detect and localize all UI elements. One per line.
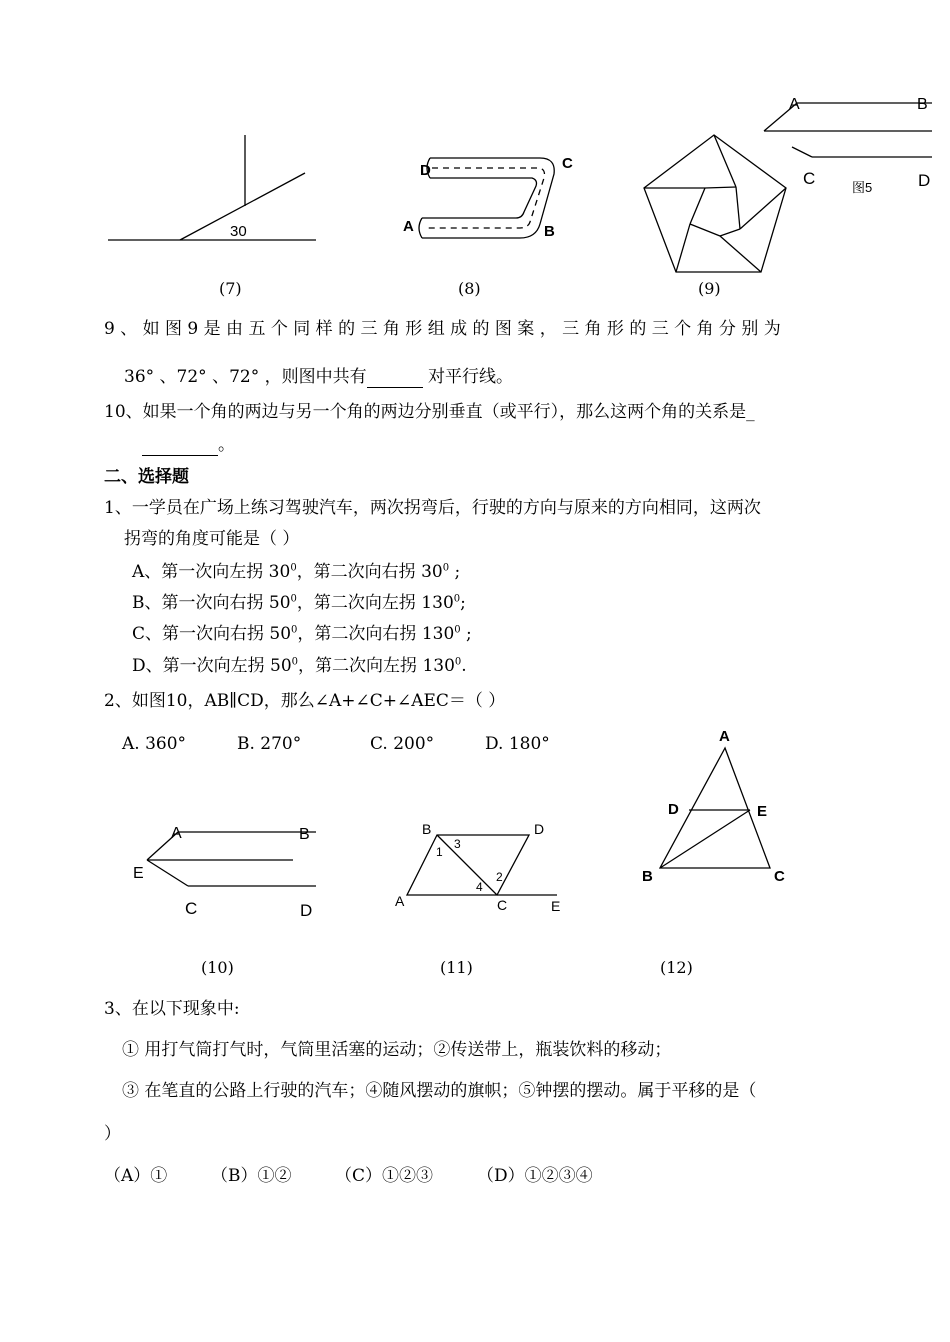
fig10-label-a: A <box>171 825 182 842</box>
fig10-label-e: E <box>133 865 144 882</box>
fig11-angle-2: 2 <box>496 870 503 884</box>
fig5-label-d: D <box>918 171 931 190</box>
fig10-caption: (10) <box>201 958 234 977</box>
q2-option-c[interactable]: C. 200° <box>370 734 435 754</box>
q3-line2: ③ 在笔直的公路上行驶的汽车；④随风摆动的旗帜；⑤钟摆的摆动。属于平移的是（ <box>122 1081 757 1101</box>
q2-option-d[interactable]: D. 180° <box>485 734 550 754</box>
q1-option-c[interactable]: C、第一次向右拐 $50^0$，第二次向右拐 $130^0$ ; <box>132 624 472 644</box>
fig11-label-b: B <box>422 821 432 837</box>
fig9-caption: (9) <box>698 279 721 298</box>
q1-line2: 拐弯的角度可能是（ ） <box>124 529 300 549</box>
q9-line2-before: 36° 、72° 、72° ，则图中共有 <box>124 367 367 387</box>
fig7-caption: (7) <box>219 279 242 298</box>
fig11-label-d: D <box>534 821 545 837</box>
fig11-angle-3: 3 <box>454 837 461 851</box>
fig8-label-a: A <box>403 218 414 235</box>
fig12-line-be <box>660 810 750 868</box>
q9-line1: 9 、 如 图 9 是 由 五 个 同 样 的 三 角 形 组 成 的 图 案 ， 三 角 形 的 三 个 角 分 别 为 <box>104 319 781 339</box>
fig8-label-b: B <box>544 223 555 240</box>
q3-option-c[interactable]: （C）①②③ <box>335 1166 434 1186</box>
q1-option-a[interactable]: A、第一次向左拐 $30^0$，第二次向右拐 $30^0$ ; <box>132 562 461 582</box>
fig8-caption: (8) <box>458 279 481 298</box>
q10-line1: 10、如果一个角的两边与另一个角的两边分别垂直（或平行），那么这两个角的关系是_ <box>104 402 755 422</box>
q2-option-b[interactable]: B. 270° <box>237 734 302 754</box>
q3-option-a[interactable]: （A）① <box>104 1166 168 1186</box>
fig12-label-d: D <box>668 801 679 818</box>
fig12-label-c: C <box>774 868 785 885</box>
fig5-label-a: A <box>789 96 800 113</box>
fig10-label-d: D <box>300 901 313 920</box>
fig5-label-b: B <box>917 96 928 113</box>
fig12-caption: (12) <box>660 958 693 977</box>
q1-line1: 1、一学员在广场上练习驾驶汽车，两次拐弯后，行驶的方向与原来的方向相同，这两次 <box>104 498 761 518</box>
section2-title: 二、选择题 <box>104 467 189 487</box>
q3-option-d[interactable]: （D）①②③④ <box>477 1166 593 1186</box>
q2-option-a[interactable]: A. 360° <box>122 734 187 754</box>
q1-option-d[interactable]: D、第一次向左拐 $50^0$，第二次向左拐 $130^0$. <box>132 656 467 676</box>
fig7-angle-label: 30 <box>230 223 247 240</box>
q3-option-b[interactable]: （B）①② <box>211 1166 292 1186</box>
fig8-label-c: C <box>562 155 573 172</box>
fig5-label-c: C <box>803 169 816 188</box>
q1-option-b[interactable]: B、第一次向右拐 $50^0$，第二次向左拐 $130^0$; <box>132 593 466 613</box>
fig12-label-e: E <box>757 803 768 820</box>
fig11-angle-4: 4 <box>476 880 483 894</box>
fig11-label-c: C <box>497 897 508 913</box>
fig12-label-a: A <box>719 728 730 745</box>
q3-line3: ） <box>104 1124 121 1144</box>
q3-stem: 3、在以下现象中: <box>104 999 240 1019</box>
fig12-label-b: B <box>642 868 653 885</box>
fig11-label-a: A <box>395 893 405 909</box>
q9-line2-after: 对平行线。 <box>422 367 514 387</box>
fig11-caption: (11) <box>440 958 473 977</box>
q10-line2-after: 。 <box>218 435 235 455</box>
q3-line1: ① 用打气筒打气时，气筒里活塞的运动；②传送带上，瓶装饮料的移动； <box>122 1040 672 1060</box>
q2-stem: 2、如图10，AB∥CD，那么∠A+∠C+∠AEC＝（ ） <box>104 691 506 711</box>
fig11-angle-1: 1 <box>436 845 443 859</box>
fig11-label-e: E <box>551 898 561 914</box>
fig8-label-d: D <box>420 162 431 179</box>
fig10-label-c: C <box>185 899 198 918</box>
fig10-label-b: B <box>299 826 310 843</box>
fig5-caption: 图5 <box>852 180 873 195</box>
